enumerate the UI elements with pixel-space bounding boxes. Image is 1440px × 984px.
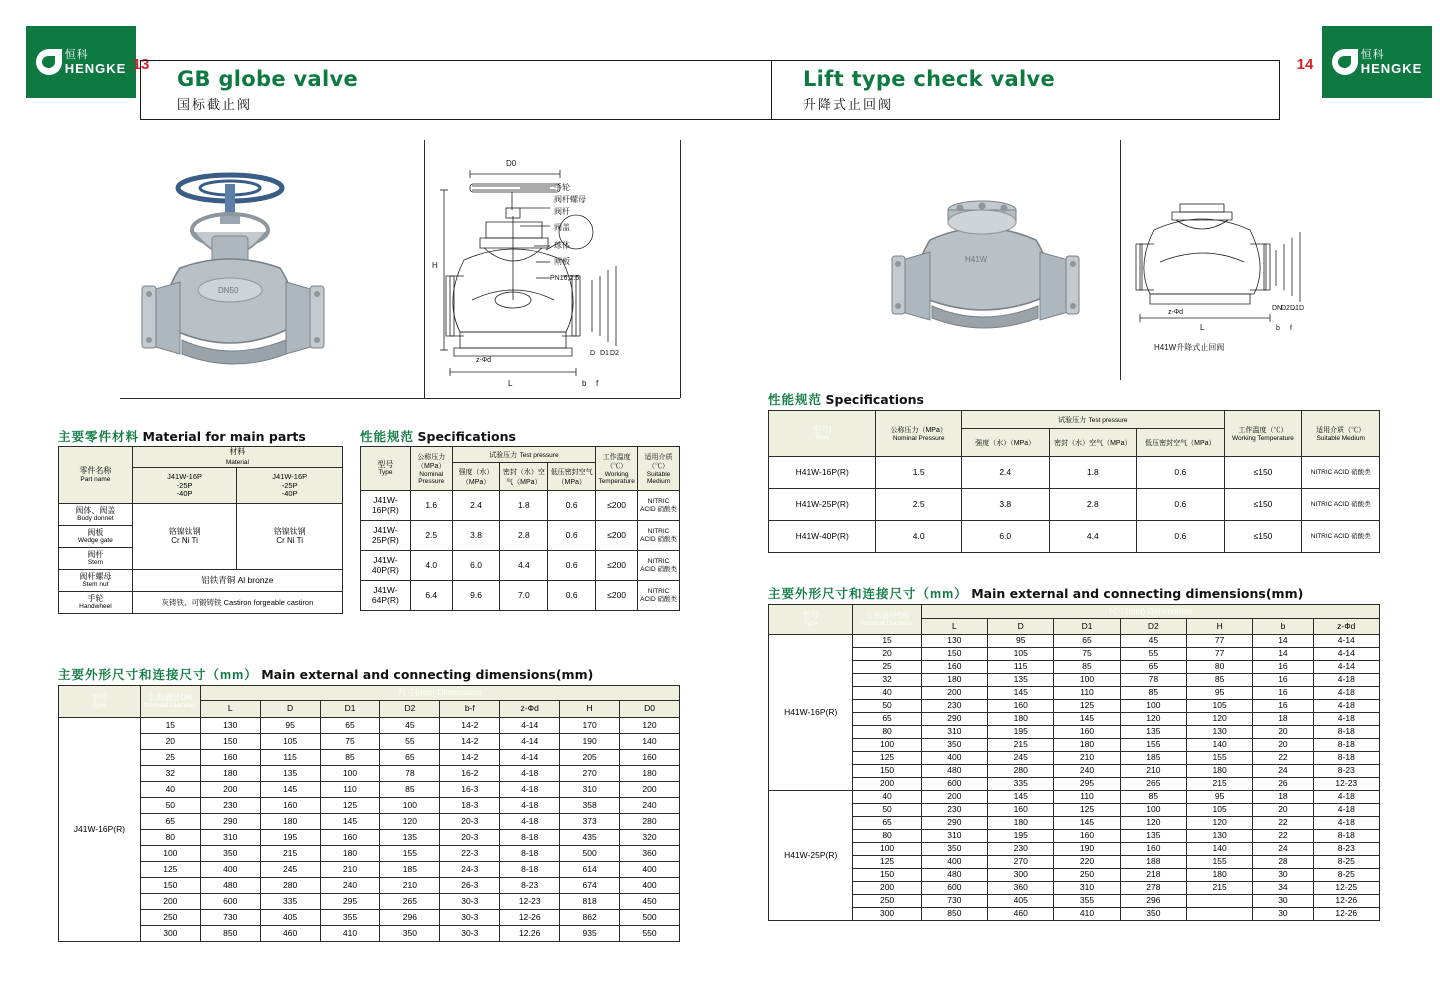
- check-valve-technical-drawing: [1124, 190, 1314, 370]
- table-row: H41W-25P(R) 40 200 145 110 85 95 18 4-18: [769, 791, 1380, 804]
- globe-valve-technical-drawing: [424, 150, 680, 390]
- table-row: 20 150 105 75 55 77 14 4-14: [769, 648, 1380, 661]
- rdim-group2-label: H41W-25P(R): [769, 791, 853, 921]
- callout-handwheel: 手轮: [554, 183, 570, 192]
- rspec-col-seal: 密封（水）空气（MPa）: [1049, 429, 1137, 457]
- dim-col-dimensions: 尺寸(mm) Dimensions: [200, 686, 679, 701]
- left-dim-heading-en: Main external and connecting dimensions(mm): [261, 667, 594, 682]
- rspec-col-nominal: 公称压力（MPa） Nominal Pressure: [876, 411, 962, 457]
- page-header: [0, 26, 1440, 112]
- callout-stemnut: 阀杆螺母: [554, 195, 586, 204]
- figure-underline: [120, 398, 680, 399]
- table-row: 300 850 460 410 350 30 12-26: [769, 908, 1380, 921]
- svg-text:D1: D1: [600, 350, 609, 357]
- right-dimensions-table: [768, 604, 1380, 921]
- rspec-col-lowseal: 低压密封空气（MPa）: [1137, 429, 1225, 457]
- dim-col-zd: z-Фd: [500, 700, 560, 717]
- table-row: 32 180 135 100 78 85 16 4-18: [769, 674, 1380, 687]
- table-row: H41W-25P(R) 2.5 3.8 2.8 0.6 ≤150 NITRIC ACID 硝酸类: [769, 489, 1380, 521]
- spec-col-type: 型号 Type: [361, 447, 411, 491]
- table-row: 250 730 405 355 296 30-3 12-26 862 500: [59, 910, 680, 926]
- table-row: 65 290 180 145 120 120 22 4-18: [769, 817, 1380, 830]
- svg-text:D2: D2: [610, 350, 619, 357]
- table-row: 65 290 180 145 120 20-3 4-18 373 280: [59, 814, 680, 830]
- right-title-cn: 升降式止回阀: [803, 97, 894, 112]
- spec-col-strength: 强度（水）（MPa）: [452, 463, 500, 491]
- table-row: 50 230 160 125 100 18-3 4-18 358 240: [59, 798, 680, 814]
- materials-heading: [58, 427, 306, 445]
- rspec-col-type: 型号) Type: [769, 411, 876, 457]
- material-part-stemnut: 阀杆螺母 Stem nut: [59, 570, 133, 592]
- right-figure-divider: [1120, 140, 1121, 380]
- svg-text:b: b: [582, 379, 587, 388]
- globe-valve-photo: [120, 140, 420, 390]
- callout-ball: 球体: [554, 241, 570, 250]
- rspec-col-test: 试验压力 Test pressure: [961, 411, 1224, 429]
- title-band: [140, 60, 1280, 120]
- callout-gate: 闸板: [554, 257, 570, 266]
- table-row: 25 160 115 85 65 14-2 4-14 205 160: [59, 750, 680, 766]
- table-row: 40 200 145 110 85 95 16 4-18: [769, 687, 1380, 700]
- rspec-col-medium: 适用介质（℃） Suitable Medium: [1302, 411, 1380, 457]
- dim-col-D: D: [260, 700, 320, 717]
- left-specs-heading-cn: 性能规范: [360, 430, 415, 444]
- material-value-b: 铬镍钛钢 Cr Ni Ti: [237, 504, 343, 570]
- svg-text:L: L: [1200, 323, 1205, 332]
- table-row: J41W-40P(R) 4.0 6.0 4.4 0.6 ≤200 NITRIC ACID 硝酸类: [361, 551, 680, 581]
- svg-text:z-Фd: z-Фd: [1168, 309, 1184, 316]
- rdim-col-dn: 公称通径DN Nominal Diameter: [853, 605, 921, 635]
- table-row: 25 160 115 85 65 80 16 4-14: [769, 661, 1380, 674]
- left-dim-heading-cn: 主要外形尺寸和连接尺寸: [58, 668, 207, 682]
- table-row: 80 310 195 160 135 130 22 8-18: [769, 830, 1380, 843]
- left-dimensions-heading: [58, 665, 593, 683]
- rdim-col-D1: D1: [1054, 619, 1120, 635]
- brand-name-en: HENGKE: [64, 60, 127, 76]
- left-specs-table: [360, 446, 680, 611]
- dim-col-D0: D0: [620, 700, 680, 717]
- spec-col-lowseal: 低压密封空气（MPa）: [548, 463, 596, 491]
- table-row: 80 310 195 160 135 130 20 8-18: [769, 726, 1380, 739]
- left-dimensions-table: [58, 685, 680, 942]
- table-row: 125 400 270 220 188 155 28 8-25: [769, 856, 1380, 869]
- figure-divider-2: [680, 140, 681, 398]
- table-row: 150 480 280 240 210 180 24 8-23: [769, 765, 1380, 778]
- rdim-col-dims: 尺寸(mm) Dimensions: [921, 605, 1379, 619]
- material-part-wedge: 阀板 Wedge gate: [59, 526, 133, 548]
- table-row: [59, 570, 343, 592]
- dim-col-D2: D2: [380, 700, 440, 717]
- table-row: 40 200 145 110 85 16-3 4-18 310 200: [59, 782, 680, 798]
- svg-text:D: D: [590, 350, 596, 357]
- table-row: H41W-40P(R) 4.0 6.0 4.4 0.6 ≤150 NITRIC ACID 硝酸类: [769, 521, 1380, 553]
- material-part-body: 阀体、阀盖 Body donnet: [59, 504, 133, 526]
- rdim-group1-label: H41W-16P(R): [769, 635, 853, 791]
- dim-type-label: J41W-16P(R): [59, 718, 141, 942]
- spec-col-test: 试验压力 Test pressure: [452, 447, 595, 463]
- rdim-col-zd: z-Фd: [1313, 619, 1379, 635]
- right-dimensions-heading: [768, 584, 1303, 602]
- right-specs-heading: [768, 390, 924, 408]
- right-specs-table: [768, 410, 1380, 553]
- svg-text:D2: D2: [1281, 305, 1290, 312]
- title-divider: [771, 61, 772, 119]
- figure-caption: H41W升降式止回阀: [1154, 343, 1225, 352]
- table-row: J41W-25P(R) 2.5 3.8 2.8 0.6 ≤200 NITRIC ACID 硝酸类: [361, 521, 680, 551]
- table-row: 80 310 195 160 135 20-3 8-18 435 320: [59, 830, 680, 846]
- spec-col-seal: 密封（水）空气（MPa）: [500, 463, 548, 491]
- table-row: 150 480 280 240 210 26-3 8-23 674 400: [59, 878, 680, 894]
- svg-text:DN: DN: [1272, 305, 1283, 312]
- material-value-a: 铬镍钛钢 Cr Ni Ti: [132, 504, 237, 570]
- rdim-col-D: D: [988, 619, 1054, 635]
- callout-bonnet: 阀盖: [554, 223, 570, 232]
- right-dim-heading-unit: （mm）: [916, 587, 968, 601]
- materials-type-b: J41W-16P -25P -40P: [237, 468, 343, 504]
- brand-logo-left: [26, 26, 136, 98]
- rspec-col-temp: 工作温度（℃） Working Temperature: [1224, 411, 1302, 457]
- left-title-en: GB globe valve: [177, 67, 358, 91]
- table-row: 100 350 215 180 155 22-3 8-18 500 360: [59, 846, 680, 862]
- materials-heading-cn: 主要零件材料: [58, 430, 140, 444]
- dim-col-bf: b-f: [440, 700, 500, 717]
- table-row: 100 350 215 180 155 140 20 8-18: [769, 739, 1380, 752]
- material-part-stem: 阀杆 Stem: [59, 548, 133, 570]
- dim-H: H: [432, 261, 438, 270]
- table-row: 100 350 230 190 160 140 24 8-23: [769, 843, 1380, 856]
- left-page-title: [177, 67, 358, 113]
- page-number-left: 13: [132, 56, 150, 73]
- callout-pn: PN16,2.5: [550, 275, 580, 282]
- spec-col-medium: 适用介质（℃） Suitable Medium: [638, 447, 680, 491]
- table-row: J41W-16P(R) 15 130 95 65 45 14-2 4-14 170 120: [59, 718, 680, 734]
- svg-text:D: D: [1299, 305, 1305, 312]
- svg-text:f: f: [596, 379, 599, 388]
- table-row: [59, 592, 343, 614]
- table-row: 32 180 135 100 78 16-2 4-18 270 180: [59, 766, 680, 782]
- left-dim-heading-unit: （mm）: [206, 668, 258, 682]
- callout-stem: 阀杆: [554, 207, 570, 216]
- svg-text:f: f: [1290, 325, 1292, 332]
- material-part-handwheel: 手轮 Handwheel: [59, 592, 133, 614]
- dim-L: L: [508, 379, 513, 388]
- table-row: 200 600 360 310 278 215 34 12-25: [769, 882, 1380, 895]
- table-row: 200 600 335 295 265 215 26 12-23: [769, 778, 1380, 791]
- right-specs-heading-en: Specifications: [825, 392, 924, 407]
- rdim-col-type: 型号 Type: [769, 605, 853, 635]
- page-number-right: 14: [1296, 56, 1314, 73]
- left-specs-heading: [360, 427, 516, 445]
- svg-text:z-Фd: z-Фd: [476, 357, 492, 364]
- rspec-col-strength: 强度（水）（MPa）: [961, 429, 1049, 457]
- brand-name-en-2: HENGKE: [1360, 60, 1423, 76]
- right-page-title: [803, 67, 1055, 113]
- right-dim-heading-en: Main external and connecting dimensions(mm): [971, 586, 1304, 601]
- table-row: 50 230 160 125 100 105 16 4-18: [769, 700, 1380, 713]
- leaf-icon: [36, 49, 62, 75]
- rdim-col-D2: D2: [1120, 619, 1186, 635]
- table-row: J41W-64P(R) 6.4 9.6 7.0 0.6 ≤200 NITRIC ACID 硝酸类: [361, 581, 680, 611]
- brand-logo-right: [1322, 26, 1432, 98]
- spec-col-nominal: 公称压力（MPa） Nominal Pressure: [410, 447, 452, 491]
- dim-col-H: H: [560, 700, 620, 717]
- dim-col-dn: 公称通径DN Nominal Diameter: [140, 686, 200, 718]
- table-row: [59, 504, 343, 526]
- rdim-col-L: L: [921, 619, 987, 635]
- table-row: 65 290 180 145 120 120 18 4-18: [769, 713, 1380, 726]
- dim-col-D1: D1: [320, 700, 380, 717]
- svg-text:H41W: H41W: [965, 255, 988, 264]
- table-row: J41W-16P(R) 1.6 2.4 1.8 0.6 ≤200 NITRIC ACID 硝酸类: [361, 491, 680, 521]
- dim-col-type: 型号 Type: [59, 686, 141, 718]
- left-specs-heading-en: Specifications: [417, 429, 516, 444]
- materials-table: [58, 446, 343, 614]
- brand-name-cn-2: 恒科: [1360, 48, 1385, 61]
- rdim-col-H: H: [1186, 619, 1252, 635]
- right-specs-heading-cn: 性能规范: [768, 393, 823, 407]
- brand-name-cn: 恒科: [64, 48, 89, 61]
- svg-text:DN50: DN50: [218, 286, 239, 295]
- check-valve-photo: [860, 180, 1120, 380]
- table-row: 150 480 300 250 218 180 30 8-25: [769, 869, 1380, 882]
- material-value-handwheel: 灰铸铁、可锻铸铁 Castiron forgeable castiron: [132, 592, 342, 614]
- spec-type: J41W-16P(R): [361, 491, 411, 521]
- svg-text:b: b: [1276, 325, 1280, 332]
- leaf-icon-2: [1332, 49, 1358, 75]
- spec-col-temp: 工作温度（℃） Working Temperature: [596, 447, 638, 491]
- dim-D0: D0: [506, 159, 517, 168]
- right-title-en: Lift type check valve: [803, 67, 1056, 91]
- materials-heading-en: Material for main parts: [142, 429, 306, 444]
- right-dim-heading-cn: 主要外形尺寸和连接尺寸: [768, 587, 917, 601]
- material-value-stemnut: 铝铁青铜 Al bronze: [132, 570, 342, 592]
- table-row: 250 730 405 355 296 30 12-26: [769, 895, 1380, 908]
- logo-mark: [36, 49, 127, 76]
- table-row: H41W-16P(R) 15 130 95 65 45 77 14 4-14: [769, 635, 1380, 648]
- rdim-col-b: b: [1253, 619, 1313, 635]
- materials-type-a: J41W-16P -25P -40P: [132, 468, 237, 504]
- table-row: H41W-16P(R) 1.5 2.4 1.8 0.6 ≤150 NITRIC ACID 硝酸类: [769, 457, 1380, 489]
- table-row: 200 600 335 295 265 30-3 12-23 818 450: [59, 894, 680, 910]
- table-row: 125 400 245 210 185 155 22 8-18: [769, 752, 1380, 765]
- materials-col-material: 材料 Material: [132, 447, 342, 468]
- logo-mark-2: [1332, 49, 1423, 76]
- table-row: 300 850 460 410 350 30-3 12.26 935 550: [59, 926, 680, 942]
- table-row: 20 150 105 75 55 14-2 4-14 190 140: [59, 734, 680, 750]
- materials-col-partname: 零件名称 Part name: [59, 447, 133, 504]
- svg-text:D1: D1: [1290, 305, 1299, 312]
- dim-col-L: L: [200, 700, 260, 717]
- left-title-cn: 国标截止阀: [177, 97, 253, 112]
- table-row: 125 400 245 210 185 24-3 8-18 614 400: [59, 862, 680, 878]
- table-row: 50 230 160 125 100 105 20 4-18: [769, 804, 1380, 817]
